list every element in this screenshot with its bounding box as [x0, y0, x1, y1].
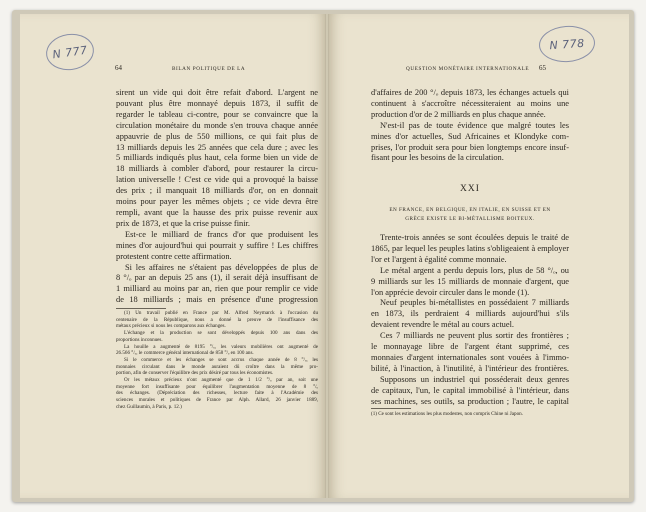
text-line: Ces 7 milliards ne peuvent plus sortir des frontières ; — [380, 331, 569, 341]
text-line: des prix ; il manquait 18 milliards d'or, on en donnait — [116, 186, 318, 196]
text-line: d'affaires de 200 °/ₒ depuis 1873, les échanges actuels qui — [371, 88, 569, 97]
text-line: Si les affaires ne s'étaient pas développées de plus de — [125, 262, 318, 272]
text-line: bilité, à l'inaction, à l'inutilité, à l'intérieur des frontières. — [371, 363, 569, 373]
footnote-line: chez Guillaumin, à Paris, p. 12.) — [116, 403, 182, 410]
footnote-line: sciences morales et politiques de France par Alph. Allard, 26 janvier 1889, — [116, 397, 318, 404]
text-line: 1 milliard au moins par an, rien que pour remplir ce vide — [116, 284, 318, 294]
text-line: 9 milliards sur les 15 milliards de monnaie d'argent, que — [371, 276, 569, 286]
text-line: Neuf peuples bi-métallistes en possédaient 7 milliards — [380, 298, 569, 308]
text-line: continuent à s'accroître nécessiteraient au moins une — [371, 98, 569, 108]
text-line: 1865, par lequel les peuples latins s'obligeaient à employer — [371, 243, 569, 253]
text-line: circulation monétaire du monde s'en trouva chaque année — [116, 120, 318, 130]
footnote-line: portion, afin de conserver l'équilibre des prix désiré par tous les économistes. — [116, 370, 274, 377]
text-line: moins pour payer les mêmes objets ; ce vide devra être — [116, 197, 318, 207]
text-line: sirent un vide qui doit être refait d'abord. L'argent ne — [116, 88, 318, 97]
inventory-stamp-left: N 777 — [44, 31, 97, 73]
text-line: devaient revendre le métal au cours actuel. — [371, 320, 515, 330]
footnote-line: Si le commerce et les échanges se sont accrus chaque année de 8 °/ₒ, les — [124, 356, 318, 363]
page-number-right: 65 — [539, 64, 546, 72]
text-line: lation universelle ! C'est ce vide qui a provoqué la baisse — [116, 175, 318, 185]
text-line: de capitaux, l'un, le capital immobilisé à l'intérieur, dans — [371, 385, 569, 395]
text-line: ses machines, ses outils, sa production ; l'autre, le capital — [371, 396, 569, 406]
text-line: Le métal argent a perdu depuis lors, plus de 58 °/ₒ, ou — [380, 265, 569, 275]
text-line: appauvrie de plus de 550 millions, ce qui fait plus de — [116, 131, 318, 141]
open-book — [12, 10, 634, 502]
left-footnotes — [116, 310, 318, 411]
text-line: mines d'or actuelles, Sud Africaines et Klondyke com- — [371, 131, 569, 141]
footnote-rule — [116, 308, 166, 309]
footnote-line: des échanges. (Dépréciation des richesses, lecture faite à l'Académie des — [116, 390, 318, 397]
right-body-top — [371, 88, 569, 164]
text-line: 18 milliards à combler d'abord, pour restaurer la circu- — [116, 164, 318, 174]
text-line: 5 milliards indiqués plus haut, cela forme bien un vide de — [116, 153, 318, 163]
text-line: en 1873, ils perdraient 4 milliards aujourd'hui s'ils — [371, 309, 569, 319]
footnote-line: La houille a augmenté de 8195 °/ₒ, les valeurs mobilières ont augmenté de — [124, 343, 318, 350]
text-line: 13 milliards depuis les 25 années que cela dure ; avec les — [116, 142, 318, 152]
text-line: N'est-il pas de toute évidence que malgré toutes les — [380, 120, 569, 130]
footnote-line: centenaire de la République, nous a donné la preuve de l'insuffisance des — [116, 316, 318, 323]
section-title-line-1: EN FRANCE, EN BELGIQUE, EN ITALIE, EN SUISSE ET EN — [389, 207, 551, 213]
footnote-line: L'échange et la production se sont développés depuis 100 ans dans des — [124, 330, 318, 337]
text-line: protestent contre cette affirmation. — [116, 251, 232, 261]
left-page — [20, 14, 325, 498]
inventory-stamp-right: N 778 — [538, 24, 596, 64]
footnote-line: proportions inconnues. — [116, 336, 163, 343]
text-line: prix de 1873, et que la crise puisse finir. — [116, 218, 250, 228]
section-number: XXI — [460, 184, 480, 194]
text-line: Trente-trois années se sont écoulées depuis le traité de — [380, 233, 569, 242]
text-line: de 18 milliards ; mais en présence d'une progression — [116, 295, 318, 305]
footnote-line: 26.566 °/ₒ, le commerce général international de 858 °/ₒ en 100 ans. — [116, 350, 254, 357]
text-line: Est-ce le milliard de francs d'or que produisent les — [125, 229, 318, 239]
page-number-left: 64 — [115, 64, 122, 72]
right-body-bottom — [371, 233, 569, 408]
text-line: l'on apprécie devoir circuler dans le monde (1). — [371, 287, 530, 297]
text-line: monnaies d'argent internationales sont vouées à l'immo- — [371, 352, 569, 362]
text-line: le monnayage libre de l'argent étant supprimé, ces — [371, 342, 569, 352]
text-line: fisant pour les besoins de la circulation. — [371, 153, 504, 163]
text-line: mines d'or aujourd'hui qui pourrait y suffire ! Les chiffres — [116, 240, 318, 250]
text-line: regarder le tableau ci-contre, pour se convaincre que la — [116, 109, 318, 119]
left-body-text — [116, 88, 318, 306]
right-page — [329, 14, 629, 498]
text-line: Supposons un industriel qui posséderait deux genres — [380, 374, 569, 384]
section-title-line-2: GRÈCE EXISTE LE BI-MÉTALLISME BOITEUX. — [405, 216, 535, 222]
text-line: l'or et l'argent à égalité comme monnaie. — [371, 254, 507, 264]
footnote-line: Or les métaux précieux n'ont augmenté que de 1 1/2 °/ₒ par an, soit une — [124, 377, 318, 384]
footnote-line: métaux précieux si nous les comparons aux échanges. — [116, 323, 226, 330]
text-line: 8 °/ₒ par an depuis 25 ans (1), il serait déjà insuffisant de — [116, 273, 318, 283]
text-line: rempli, avant que la hausse des prix puisse revenir aux — [116, 207, 318, 217]
text-line: prises, l'or produit sera pour bien longtemps encore insuf- — [371, 142, 569, 152]
text-line: pouvant plus être monnayé depuis 1873, il suffit de — [116, 98, 318, 108]
footnote-rule-right — [371, 408, 411, 409]
footnote-line: (1) Un travail publié en France par M. Alfred Neymarck à l'occasion du — [124, 310, 318, 316]
footnote-line: moyenne fort insuffisante pour équilibrer l'augmentation moyenne de 8 °/ₒ — [116, 383, 318, 390]
right-footnote: (1) Ce sont les estimations les plus modestes, non compris Chine ni Japon. — [371, 411, 523, 417]
running-head-left: BILAN POLITIQUE DE LA — [172, 66, 246, 72]
footnote-line: monnaies circulant dans le monde auraient dû croître dans la même pro- — [116, 363, 318, 370]
text-line: production d'or de 2 milliards en plus chaque année. — [371, 109, 546, 119]
running-head-right: QUESTION MONÉTAIRE INTERNATIONALE — [406, 66, 530, 72]
